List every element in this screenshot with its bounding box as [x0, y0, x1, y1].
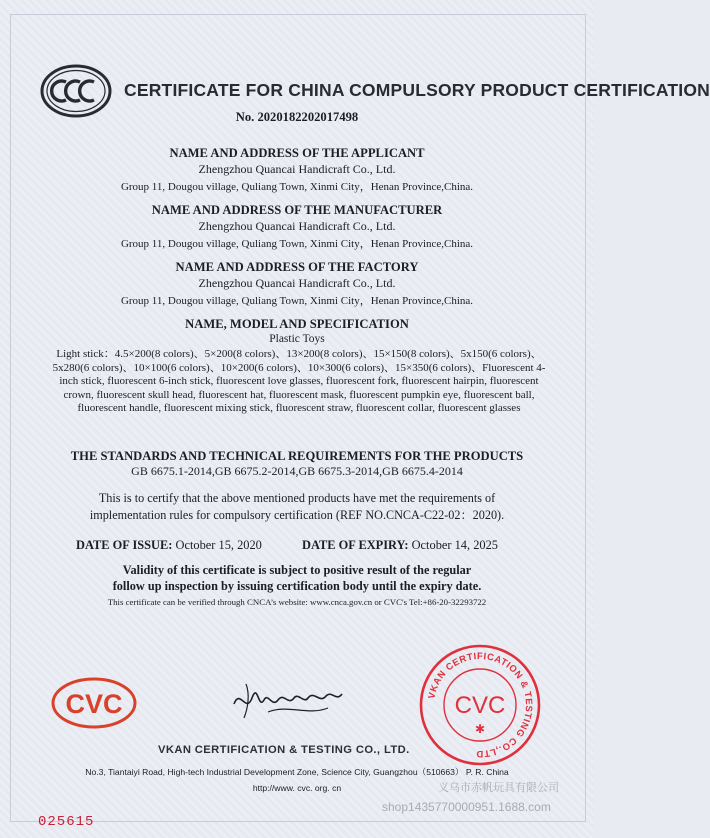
standards-heading: THE STANDARDS AND TECHNICAL REQUIREMENTS FOR THE PRODUCTS	[70, 449, 524, 463]
expiry-date-value: October 14, 2025	[411, 538, 498, 552]
manufacturer-address: Group 11, Dougou village, Quliang Town, Xinmi City，Henan Province,China.	[120, 238, 474, 250]
validity-line-1: Validity of this certificate is subject to positive result of the regular	[122, 563, 472, 577]
seal-star-icon: ✱	[474, 722, 486, 736]
statement-line-2: implementation rules for compulsory certification (REF NO.CNCA-C22-02：2020).	[89, 508, 505, 522]
applicant-address: Group 11, Dougou village, Quliang Town, Xinmi City，Henan Province,China.	[120, 181, 474, 193]
validity-line-2: follow up inspection by issuing certification body until the expiry date.	[112, 579, 482, 593]
issue-date	[76, 538, 262, 553]
cvc-logo-icon	[50, 676, 138, 730]
certificate-number: No. 2020182202017498	[235, 110, 359, 124]
seal-center-text: CVC	[454, 692, 506, 719]
seal-ring-text: VKAN CERTIFICATION & TESTING CO.,LTD	[425, 649, 536, 761]
issuer-company: VKAN CERTIFICATION & TESTING CO., LTD.	[158, 744, 410, 756]
product-heading: NAME, MODEL AND SPECIFICATION	[185, 317, 409, 331]
cvc-logo-text: CVC	[65, 689, 123, 719]
applicant-heading: NAME AND ADDRESS OF THE APPLICANT	[169, 146, 425, 160]
serial-number: 025615	[38, 814, 95, 830]
watermark-shop-url: shop1435770000951.1688.com	[382, 800, 551, 814]
manufacturer-heading: NAME AND ADDRESS OF THE MANUFACTURER	[151, 203, 443, 217]
factory-name: Zhengzhou Quancai Handicraft Co., Ltd.	[198, 276, 396, 290]
issue-date-label: DATE OF ISSUE:	[76, 538, 173, 552]
watermark-shop-name: 义乌市赤帆玩具有限公司	[438, 782, 559, 794]
standards-list: GB 6675.1-2014,GB 6675.2-2014,GB 6675.3-2014,GB 6675.4-2014	[131, 464, 463, 478]
signature-icon	[228, 674, 348, 724]
expiry-date	[302, 538, 498, 553]
statement-line-1: This is to certify that the above mentioned products have met the requirements of	[98, 491, 496, 505]
issue-date-value: October 15, 2020	[175, 538, 262, 552]
factory-address: Group 11, Dougou village, Quliang Town, Xinmi City，Henan Province,China.	[120, 295, 474, 307]
issuer-website: http://www. cvc. org. cn	[252, 783, 342, 793]
applicant-name: Zhengzhou Quancai Handicraft Co., Ltd.	[198, 162, 396, 176]
verification-note: This certificate can be verified through CNCA’s website: www.cnca.gov.cn or CVC's Tel:+86-20-32293722	[107, 597, 487, 607]
product-name: Plastic Toys	[269, 333, 325, 345]
cvc-seal-icon	[418, 643, 542, 767]
manufacturer-name: Zhengzhou Quancai Handicraft Co., Ltd.	[198, 219, 396, 233]
product-specification: Light stick：4.5×200(8 colors)、5×200(8 colors)、13×200(8 colors)、15×150(8 colors)、5x150(6 colors)、5x280(6 colors)、10×100(6 colors)、10×200(6 colors)、10×300(6 colors)、15×350(6 colors)、Fluorescent 4-inch stick, fluorescent 6-inch stick, fluorescent love glasses, fluorescent fork, fluorescent hairpin, fluorescent crown, fluorescent skull head, fluorescent hat, fluorescent mask, fluorescent pumpkin eye, fluorescent ball, fluorescent handle, fluorescent mixing stick, fluorescent straw, fluorescent collar, fluorescent glasses	[52, 348, 546, 414]
expiry-date-label: DATE OF EXPIRY:	[302, 538, 409, 552]
factory-heading: NAME AND ADDRESS OF THE FACTORY	[175, 260, 419, 274]
issuer-address: No.3, Tiantaiyi Road, High-tech Industrial Development Zone, Science City, Guangzhou（510663） P. R. China	[85, 767, 509, 777]
certificate-title: CERTIFICATE FOR CHINA COMPULSORY PRODUCT CERTIFICATION	[124, 80, 710, 100]
